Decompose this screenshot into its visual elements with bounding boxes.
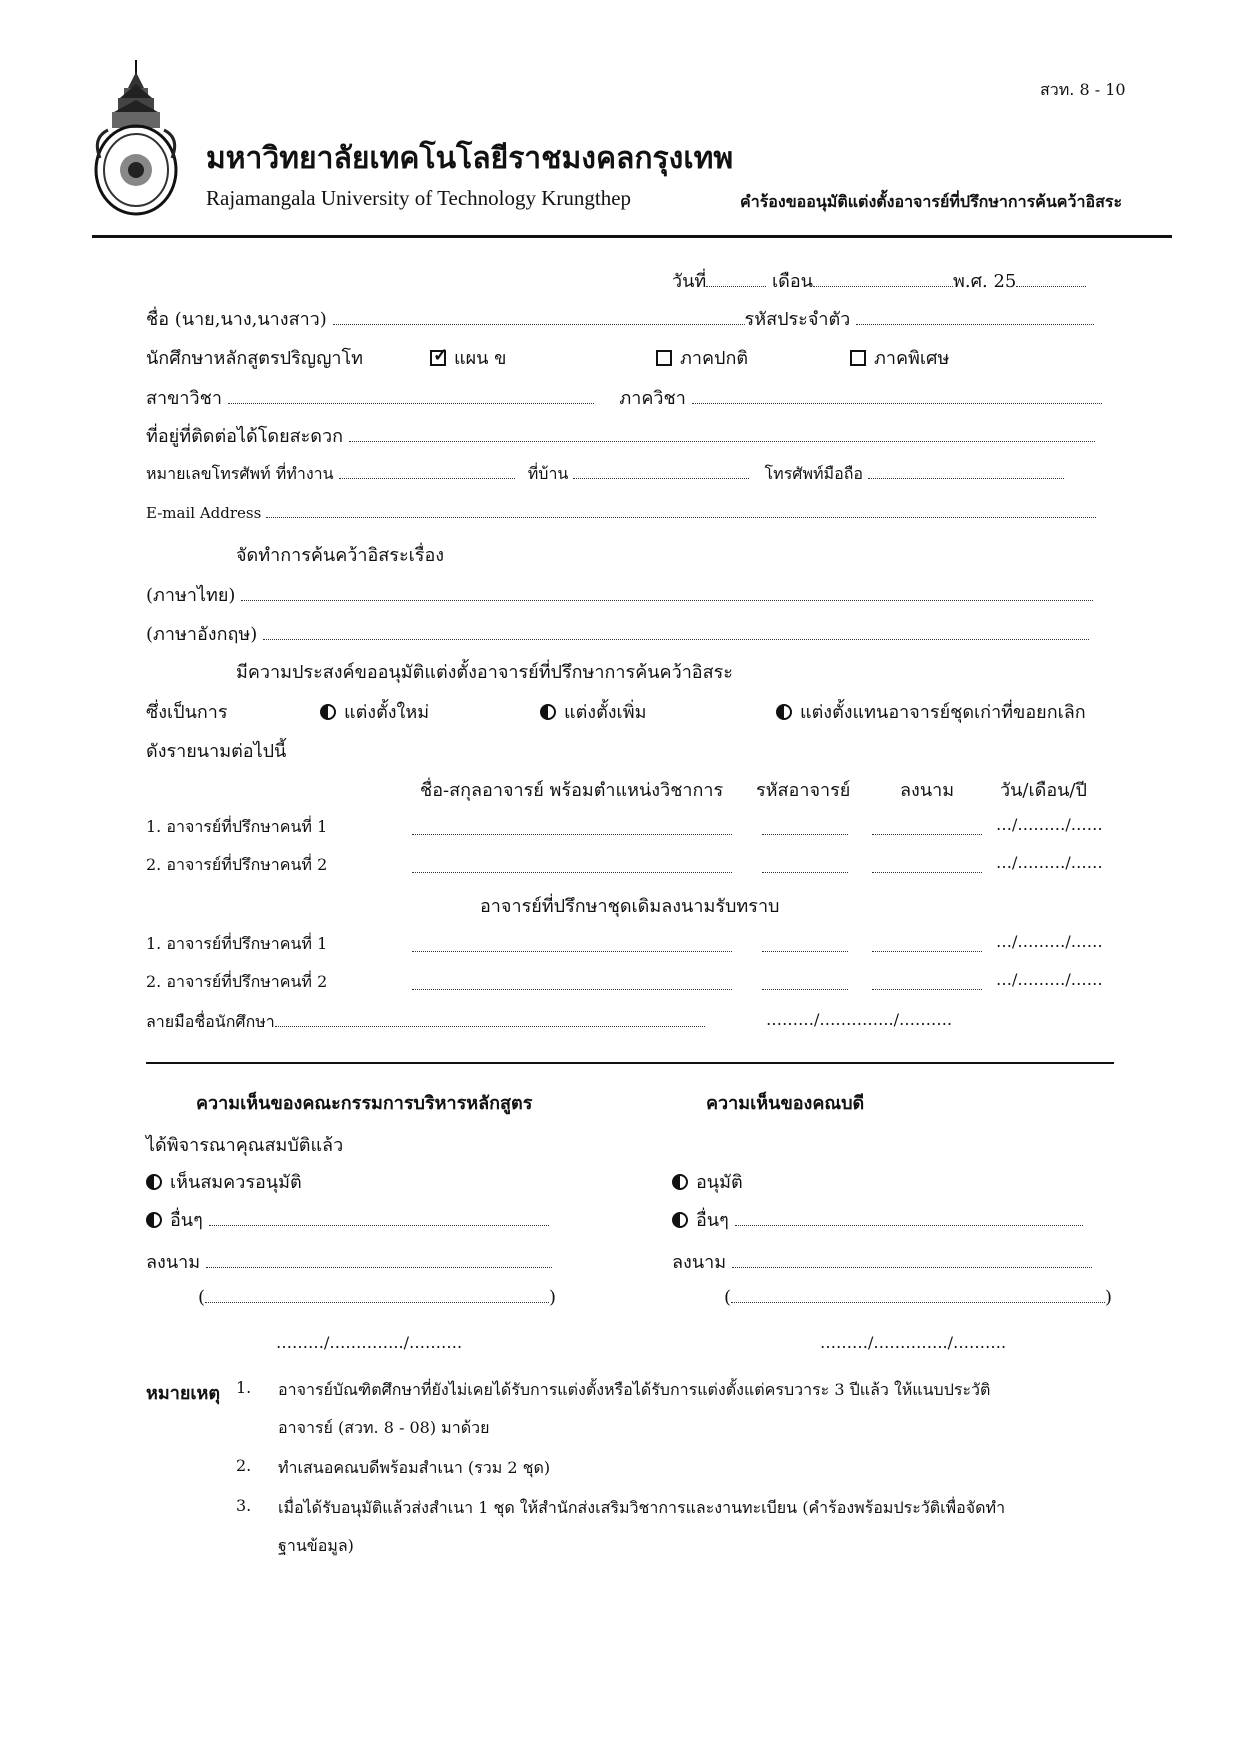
committee-name-field[interactable] (205, 1288, 549, 1303)
phone-home-field[interactable] (573, 464, 749, 479)
header-advisor-code: รหัสอาจารย์ (756, 780, 851, 801)
committee-other-field[interactable] (209, 1211, 549, 1226)
list-intro: ดังรายนามต่อไปนี้ (146, 741, 287, 762)
dean-name-row (724, 1287, 1112, 1308)
program-label: นักศึกษาหลักสูตรปริญญาโท (146, 348, 364, 369)
notes-label: หมายเหตุ (146, 1383, 221, 1404)
phone-work-label: หมายเลขโทรศัพท์ ที่ทำงาน (146, 464, 334, 483)
regular-option[interactable] (656, 343, 748, 372)
thai-title-label: (ภาษาไทย) (146, 585, 236, 606)
note-3-line2: ฐานข้อมูล) (278, 1536, 354, 1555)
committee-title: ความเห็นของคณะกรรมการบริหารหลักสูตร (196, 1093, 533, 1114)
committee-sign-row (146, 1247, 552, 1276)
type-new-label: แต่งตั้งใหม่ (344, 702, 430, 723)
committee-sign-field[interactable] (206, 1253, 552, 1268)
section-divider (146, 1062, 1114, 1064)
note-3-number: 3. (236, 1496, 252, 1515)
type-replace-label: แต่งตั้งแทนอาจารย์ชุดเก่าที่ขอยกเลิก (800, 702, 1086, 723)
advisor-1-date-field[interactable]: …/………/…… (996, 815, 1103, 834)
note-1-line1: อาจารย์บัณฑิตศึกษาที่ยังไม่เคยได้รับการแต่งตั้งหรือได้รับการแต่งตั้งแต่ครบวาระ 3 ปีแล้ว ให้แนบประวัติ (278, 1380, 991, 1399)
committee-approve-label: เห็นสมควรอนุมัติ (170, 1172, 302, 1193)
date-line (672, 266, 1086, 295)
date-month-label: เดือน (772, 271, 813, 292)
dean-title: ความเห็นของคณบดี (706, 1093, 865, 1114)
mobile-field[interactable] (868, 464, 1064, 479)
committee-other-radio[interactable] (146, 1212, 162, 1228)
dean-other-field[interactable] (735, 1211, 1083, 1226)
committee-paren-open: ( (198, 1287, 206, 1308)
appointment-type-label: ซึ่งเป็นการ (146, 702, 228, 723)
committee-approve-option[interactable] (146, 1167, 302, 1196)
student-signature-row (146, 1010, 705, 1035)
major-row (146, 383, 1102, 412)
phone-home-label: ที่บ้าน (527, 464, 569, 483)
committee-approve-radio[interactable] (146, 1174, 162, 1190)
special-label: ภาคพิเศษ (874, 348, 950, 369)
header-advisor-name: ชื่อ-สกุลอาจารย์ พร้อมตำแหน่งวิชาการ (420, 780, 724, 801)
advisor-row-1-label: 1. อาจารย์ที่ปรึกษาคนที่ 1 (146, 817, 328, 836)
old-advisor-2-code-field[interactable] (762, 975, 848, 990)
name-field[interactable] (333, 310, 745, 325)
old-advisor-1-sign-field[interactable] (872, 937, 982, 952)
address-row (146, 421, 1095, 450)
student-id-label: รหัสประจำตัว (744, 309, 851, 330)
old-advisor-row-2-label: 2. อาจารย์ที่ปรึกษาคนที่ 2 (146, 972, 328, 991)
student-signature-date[interactable]: ………/…………../………. (766, 1010, 953, 1029)
date-day-field[interactable] (706, 272, 766, 287)
date-year-field[interactable] (1016, 272, 1086, 287)
english-title-field[interactable] (263, 625, 1089, 640)
plan-b-label: แผน ข (454, 348, 507, 369)
committee-considered: ได้พิจารณาคุณสมบัติแล้ว (146, 1135, 344, 1156)
type-add-radio[interactable] (540, 704, 556, 720)
type-add-option[interactable] (540, 697, 646, 726)
major-label: สาขาวิชา (146, 388, 222, 409)
special-checkbox[interactable] (850, 350, 866, 366)
name-row (146, 304, 1094, 333)
date-day-label: วันที่ (672, 271, 707, 292)
form-code: สวท. 8 - 10 (1040, 80, 1126, 99)
plan-b-option[interactable] (430, 343, 506, 372)
dean-paren-open: ( (724, 1287, 732, 1308)
mobile-label: โทรศัพท์มือถือ (764, 464, 863, 483)
email-row (146, 503, 1096, 522)
address-label: ที่อยู่ที่ติดต่อได้โดยสะดวก (146, 426, 343, 447)
address-field[interactable] (349, 427, 1095, 442)
dean-approve-option[interactable] (672, 1167, 743, 1196)
dean-approve-radio[interactable] (672, 1174, 688, 1190)
english-title-row (146, 619, 1089, 648)
dean-sign-label: ลงนาม (672, 1252, 727, 1273)
dean-name-field[interactable] (731, 1288, 1105, 1303)
plan-b-checkbox[interactable] (430, 350, 446, 366)
department-label: ภาควิชา (619, 388, 686, 409)
advisor-2-date-field[interactable]: …/………/…… (996, 853, 1103, 872)
note-1-number: 1. (236, 1378, 252, 1397)
dean-sign-row (672, 1247, 1092, 1276)
old-advisor-2-name-field[interactable] (412, 975, 732, 990)
student-id-field[interactable] (856, 310, 1094, 325)
note-1-line2: อาจารย์ (สวท. 8 - 08) มาด้วย (278, 1418, 490, 1437)
phone-work-field[interactable] (339, 464, 515, 479)
phone-row (146, 462, 1064, 487)
thai-title-field[interactable] (241, 586, 1093, 601)
header-signature: ลงนาม (900, 780, 955, 801)
thai-title-row (146, 580, 1093, 609)
university-name-thai: มหาวิทยาลัยเทคโนโลยีราชมงคลกรุงเทพ (206, 141, 734, 176)
university-seal-logo (92, 58, 180, 218)
advisor-1-sign-field[interactable] (872, 820, 982, 835)
note-2-number: 2. (236, 1456, 252, 1475)
committee-date-field[interactable]: ………/…………../………. (276, 1333, 463, 1352)
old-advisor-1-name-field[interactable] (412, 937, 732, 952)
date-year-label: พ.ศ. 25 (952, 271, 1017, 292)
dean-approve-label: อนุมัติ (696, 1172, 743, 1193)
advisor-1-name-field[interactable] (412, 820, 732, 835)
type-new-radio[interactable] (320, 704, 336, 720)
regular-label: ภาคปกติ (680, 348, 749, 369)
dean-paren-close: ) (1105, 1287, 1113, 1308)
advisor-2-code-field[interactable] (762, 858, 848, 873)
header-rule (92, 235, 1172, 238)
student-signature-field[interactable] (275, 1012, 705, 1027)
type-replace-radio[interactable] (776, 704, 792, 720)
advisor-1-code-field[interactable] (762, 820, 848, 835)
committee-other-option[interactable] (146, 1205, 549, 1234)
committee-paren-close: ) (549, 1287, 557, 1308)
old-advisors-title: อาจารย์ที่ปรึกษาชุดเดิมลงนามรับทราบ (480, 896, 780, 917)
email-label: E-mail Address (146, 504, 262, 522)
committee-other-label: อื่นๆ (170, 1210, 203, 1231)
type-replace-option[interactable] (776, 697, 1086, 726)
special-option[interactable] (850, 343, 949, 372)
form-title: คำร้องขออนุมัติแต่งตั้งอาจารย์ที่ปรึกษาการค้นคว้าอิสระ (740, 192, 1123, 211)
research-title-label: จัดทำการค้นคว้าอิสระเรื่อง (236, 545, 445, 566)
dean-other-option[interactable] (672, 1205, 1083, 1234)
old-advisor-2-date-field[interactable]: …/………/…… (996, 970, 1103, 989)
old-advisor-2-sign-field[interactable] (872, 975, 982, 990)
student-signature-label: ลายมือชื่อนักศึกษา (146, 1012, 275, 1031)
committee-sign-label: ลงนาม (146, 1252, 201, 1273)
advisor-2-sign-field[interactable] (872, 858, 982, 873)
note-3-line1: เมื่อได้รับอนุมัติแล้วส่งสำเนา 1 ชุด ให้สำนักส่งเสริมวิชาการและงานทะเบียน (คำร้องพร้อมประวัติเพื่อจัดทำ (278, 1498, 1006, 1517)
committee-name-row (198, 1287, 556, 1308)
old-advisor-1-date-field[interactable]: …/………/…… (996, 932, 1103, 951)
university-name-english: Rajamangala University of Technology Krungthep (206, 186, 632, 210)
regular-checkbox[interactable] (656, 350, 672, 366)
english-title-label: (ภาษาอังกฤษ) (146, 624, 258, 645)
date-month-field[interactable] (813, 272, 953, 287)
dean-other-label: อื่นๆ (696, 1210, 729, 1231)
type-add-label: แต่งตั้งเพิ่ม (564, 702, 647, 723)
department-field[interactable] (692, 389, 1102, 404)
advisor-row-2-label: 2. อาจารย์ที่ปรึกษาคนที่ 2 (146, 855, 328, 874)
name-label: ชื่อ (นาย,นาง,นางสาว) (146, 309, 327, 330)
note-2-line1: ทำเสนอคณบดีพร้อมสำเนา (รวม 2 ชุด) (278, 1458, 551, 1477)
advisor-2-name-field[interactable] (412, 858, 732, 873)
dean-other-radio[interactable] (672, 1212, 688, 1228)
dean-sign-field[interactable] (732, 1253, 1092, 1268)
dean-date-field[interactable]: ………/…………../………. (820, 1333, 1007, 1352)
type-new-option[interactable] (320, 697, 429, 726)
purpose-text: มีความประสงค์ขออนุมัติแต่งตั้งอาจารย์ที่ปรึกษาการค้นคว้าอิสระ (236, 662, 733, 683)
old-advisor-row-1-label: 1. อาจารย์ที่ปรึกษาคนที่ 1 (146, 934, 328, 953)
old-advisor-1-code-field[interactable] (762, 937, 848, 952)
header-date: วัน/เดือน/ปี (1000, 780, 1087, 801)
major-field[interactable] (228, 389, 594, 404)
email-field[interactable] (266, 503, 1096, 518)
